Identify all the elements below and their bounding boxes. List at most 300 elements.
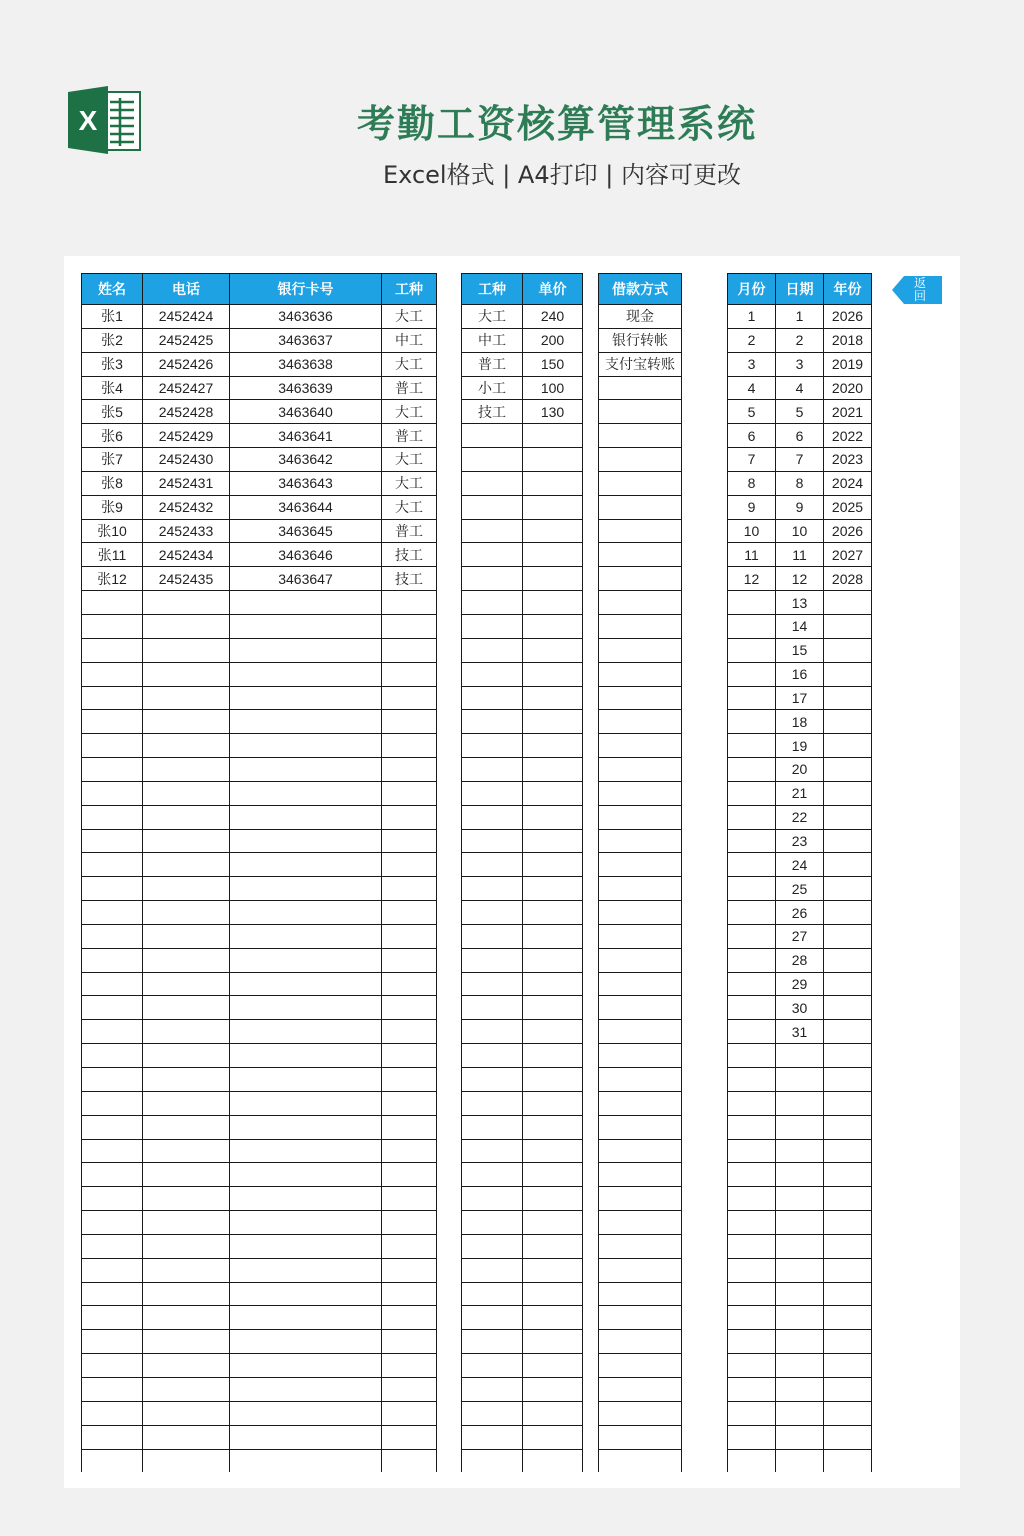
- table-cell[interactable]: [462, 1187, 523, 1211]
- table-cell[interactable]: [728, 972, 776, 996]
- table-cell[interactable]: [824, 1425, 872, 1449]
- table-cell[interactable]: [824, 829, 872, 853]
- table-cell[interactable]: 小工: [462, 376, 523, 400]
- table-cell[interactable]: [462, 1354, 523, 1378]
- table-cell[interactable]: 2452425: [143, 328, 230, 352]
- table-cell[interactable]: [82, 853, 143, 877]
- table-cell[interactable]: [82, 1258, 143, 1282]
- table-cell[interactable]: [728, 805, 776, 829]
- table-cell[interactable]: [143, 1091, 230, 1115]
- table-cell[interactable]: [728, 1115, 776, 1139]
- table-cell[interactable]: [143, 1354, 230, 1378]
- table-cell[interactable]: [382, 781, 437, 805]
- table-cell[interactable]: [143, 1401, 230, 1425]
- table-cell[interactable]: [599, 424, 682, 448]
- table-cell[interactable]: [728, 758, 776, 782]
- table-cell[interactable]: [462, 471, 523, 495]
- table-cell[interactable]: [523, 1044, 583, 1068]
- table-cell[interactable]: [523, 1306, 583, 1330]
- table-cell[interactable]: [599, 543, 682, 567]
- table-cell[interactable]: [143, 1068, 230, 1092]
- table-cell[interactable]: [824, 972, 872, 996]
- table-cell[interactable]: [143, 901, 230, 925]
- table-cell[interactable]: [824, 1187, 872, 1211]
- table-cell[interactable]: [728, 1330, 776, 1354]
- table-cell[interactable]: [382, 1354, 437, 1378]
- table-cell[interactable]: [230, 1234, 382, 1258]
- table-cell[interactable]: [382, 686, 437, 710]
- table-cell[interactable]: [462, 901, 523, 925]
- table-cell[interactable]: 2: [776, 328, 824, 352]
- table-cell[interactable]: [143, 877, 230, 901]
- table-cell[interactable]: [82, 996, 143, 1020]
- table-cell[interactable]: [599, 614, 682, 638]
- table-cell[interactable]: [599, 853, 682, 877]
- table-cell[interactable]: [523, 1401, 583, 1425]
- table-cell[interactable]: [230, 1330, 382, 1354]
- table-cell[interactable]: 2452426: [143, 352, 230, 376]
- table-cell[interactable]: [82, 1401, 143, 1425]
- table-cell[interactable]: 2: [728, 328, 776, 352]
- table-cell[interactable]: [776, 1401, 824, 1425]
- table-cell[interactable]: [523, 1377, 583, 1401]
- table-cell[interactable]: [523, 638, 583, 662]
- table-cell[interactable]: [143, 1163, 230, 1187]
- table-cell[interactable]: 现金: [599, 305, 682, 329]
- table-cell[interactable]: 24: [776, 853, 824, 877]
- table-cell[interactable]: 29: [776, 972, 824, 996]
- table-cell[interactable]: 2025: [824, 495, 872, 519]
- table-cell[interactable]: 4: [728, 376, 776, 400]
- table-cell[interactable]: [82, 805, 143, 829]
- table-cell[interactable]: [599, 1377, 682, 1401]
- table-cell[interactable]: 大工: [382, 305, 437, 329]
- table-cell[interactable]: [523, 1234, 583, 1258]
- table-cell[interactable]: [599, 805, 682, 829]
- table-cell[interactable]: [82, 1068, 143, 1092]
- table-cell[interactable]: [382, 1044, 437, 1068]
- table-cell[interactable]: [230, 638, 382, 662]
- table-cell[interactable]: 大工: [382, 400, 437, 424]
- table-cell[interactable]: [824, 1306, 872, 1330]
- table-cell[interactable]: [143, 924, 230, 948]
- table-cell[interactable]: [523, 734, 583, 758]
- table-cell[interactable]: [462, 1401, 523, 1425]
- table-cell[interactable]: 6: [728, 424, 776, 448]
- table-cell[interactable]: [462, 1234, 523, 1258]
- table-cell[interactable]: 3463645: [230, 519, 382, 543]
- table-cell[interactable]: 3463641: [230, 424, 382, 448]
- table-cell[interactable]: 3463638: [230, 352, 382, 376]
- table-cell[interactable]: [523, 1115, 583, 1139]
- table-cell[interactable]: 3: [776, 352, 824, 376]
- table-cell[interactable]: [143, 1449, 230, 1472]
- table-cell[interactable]: 普工: [382, 424, 437, 448]
- table-cell[interactable]: [728, 948, 776, 972]
- table-cell[interactable]: 张6: [82, 424, 143, 448]
- table-cell[interactable]: 22: [776, 805, 824, 829]
- table-cell[interactable]: 5: [776, 400, 824, 424]
- table-cell[interactable]: 8: [776, 471, 824, 495]
- table-cell[interactable]: 2027: [824, 543, 872, 567]
- table-cell[interactable]: [599, 567, 682, 591]
- table-cell[interactable]: [462, 853, 523, 877]
- table-cell[interactable]: 11: [776, 543, 824, 567]
- table-cell[interactable]: [776, 1306, 824, 1330]
- table-cell[interactable]: [824, 948, 872, 972]
- table-cell[interactable]: [462, 424, 523, 448]
- table-cell[interactable]: [82, 1091, 143, 1115]
- table-cell[interactable]: [599, 686, 682, 710]
- table-cell[interactable]: [82, 1115, 143, 1139]
- table-cell[interactable]: 张2: [82, 328, 143, 352]
- table-cell[interactable]: [599, 1258, 682, 1282]
- table-cell[interactable]: [728, 1377, 776, 1401]
- table-cell[interactable]: [82, 1211, 143, 1235]
- table-cell[interactable]: [230, 1115, 382, 1139]
- table-cell[interactable]: [523, 591, 583, 615]
- table-cell[interactable]: [728, 591, 776, 615]
- table-cell[interactable]: [728, 1258, 776, 1282]
- table-cell[interactable]: [776, 1044, 824, 1068]
- table-cell[interactable]: [523, 877, 583, 901]
- table-cell[interactable]: [599, 877, 682, 901]
- table-cell[interactable]: [382, 1020, 437, 1044]
- table-cell[interactable]: 2452430: [143, 448, 230, 472]
- table-cell[interactable]: 张1: [82, 305, 143, 329]
- table-cell[interactable]: [462, 1330, 523, 1354]
- table-cell[interactable]: [523, 424, 583, 448]
- table-cell[interactable]: 9: [776, 495, 824, 519]
- table-cell[interactable]: [462, 1163, 523, 1187]
- table-cell[interactable]: [824, 734, 872, 758]
- table-cell[interactable]: [462, 734, 523, 758]
- table-cell[interactable]: 13: [776, 591, 824, 615]
- table-cell[interactable]: [143, 1306, 230, 1330]
- table-cell[interactable]: 23: [776, 829, 824, 853]
- table-cell[interactable]: [776, 1115, 824, 1139]
- table-cell[interactable]: [599, 924, 682, 948]
- table-cell[interactable]: 1: [776, 305, 824, 329]
- table-cell[interactable]: [230, 1401, 382, 1425]
- table-cell[interactable]: [230, 686, 382, 710]
- table-cell[interactable]: 3463642: [230, 448, 382, 472]
- table-cell[interactable]: [599, 662, 682, 686]
- table-cell[interactable]: 中工: [462, 328, 523, 352]
- table-cell[interactable]: [462, 1020, 523, 1044]
- table-cell[interactable]: [382, 1115, 437, 1139]
- table-cell[interactable]: [143, 1377, 230, 1401]
- table-cell[interactable]: 12: [728, 567, 776, 591]
- table-cell[interactable]: [824, 1377, 872, 1401]
- table-cell[interactable]: [82, 1234, 143, 1258]
- table-cell[interactable]: 16: [776, 662, 824, 686]
- table-cell[interactable]: [599, 972, 682, 996]
- table-cell[interactable]: [824, 1139, 872, 1163]
- table-cell[interactable]: 2022: [824, 424, 872, 448]
- table-cell[interactable]: [82, 1330, 143, 1354]
- table-cell[interactable]: [143, 758, 230, 782]
- table-cell[interactable]: [382, 734, 437, 758]
- table-cell[interactable]: [523, 1091, 583, 1115]
- table-cell[interactable]: [382, 614, 437, 638]
- table-cell[interactable]: [824, 805, 872, 829]
- table-cell[interactable]: [599, 1211, 682, 1235]
- table-cell[interactable]: [382, 758, 437, 782]
- table-cell[interactable]: [776, 1377, 824, 1401]
- table-cell[interactable]: [82, 591, 143, 615]
- table-cell[interactable]: [230, 1139, 382, 1163]
- table-cell[interactable]: [143, 948, 230, 972]
- table-cell[interactable]: [462, 996, 523, 1020]
- table-cell[interactable]: [143, 1139, 230, 1163]
- table-cell[interactable]: [143, 1330, 230, 1354]
- table-cell[interactable]: [824, 591, 872, 615]
- table-cell[interactable]: [824, 638, 872, 662]
- table-cell[interactable]: [599, 495, 682, 519]
- table-cell[interactable]: [462, 1449, 523, 1472]
- table-cell[interactable]: 3463647: [230, 567, 382, 591]
- table-cell[interactable]: [824, 1115, 872, 1139]
- table-cell[interactable]: [728, 781, 776, 805]
- table-cell[interactable]: 7: [776, 448, 824, 472]
- table-cell[interactable]: [824, 781, 872, 805]
- table-cell[interactable]: [230, 1187, 382, 1211]
- table-cell[interactable]: [776, 1330, 824, 1354]
- table-cell[interactable]: 中工: [382, 328, 437, 352]
- table-cell[interactable]: [382, 877, 437, 901]
- table-cell[interactable]: [599, 591, 682, 615]
- table-cell[interactable]: [824, 1401, 872, 1425]
- table-cell[interactable]: [382, 1330, 437, 1354]
- table-cell[interactable]: [824, 710, 872, 734]
- table-cell[interactable]: [143, 638, 230, 662]
- table-cell[interactable]: [230, 662, 382, 686]
- table-cell[interactable]: [776, 1425, 824, 1449]
- table-cell[interactable]: 大工: [382, 352, 437, 376]
- table-cell[interactable]: [523, 686, 583, 710]
- table-cell[interactable]: [824, 1044, 872, 1068]
- table-cell[interactable]: [82, 877, 143, 901]
- table-cell[interactable]: 9: [728, 495, 776, 519]
- table-cell[interactable]: [824, 1211, 872, 1235]
- table-cell[interactable]: [824, 901, 872, 925]
- table-cell[interactable]: 3463640: [230, 400, 382, 424]
- table-cell[interactable]: [82, 1306, 143, 1330]
- table-cell[interactable]: [599, 1020, 682, 1044]
- table-cell[interactable]: [776, 1258, 824, 1282]
- table-cell[interactable]: 1: [728, 305, 776, 329]
- table-cell[interactable]: [462, 1282, 523, 1306]
- table-cell[interactable]: [462, 829, 523, 853]
- table-cell[interactable]: [462, 1211, 523, 1235]
- table-cell[interactable]: [728, 1425, 776, 1449]
- table-cell[interactable]: [82, 710, 143, 734]
- table-cell[interactable]: [382, 1091, 437, 1115]
- table-cell[interactable]: 2452429: [143, 424, 230, 448]
- table-cell[interactable]: [728, 662, 776, 686]
- table-cell[interactable]: [230, 710, 382, 734]
- table-cell[interactable]: 2021: [824, 400, 872, 424]
- table-cell[interactable]: 张9: [82, 495, 143, 519]
- table-cell[interactable]: [230, 805, 382, 829]
- table-cell[interactable]: 普工: [382, 376, 437, 400]
- table-cell[interactable]: [462, 543, 523, 567]
- table-cell[interactable]: 3463639: [230, 376, 382, 400]
- table-cell[interactable]: 3463637: [230, 328, 382, 352]
- table-cell[interactable]: 2452424: [143, 305, 230, 329]
- table-cell[interactable]: [82, 1044, 143, 1068]
- table-cell[interactable]: [523, 495, 583, 519]
- table-cell[interactable]: [230, 1425, 382, 1449]
- table-cell[interactable]: [143, 1044, 230, 1068]
- table-cell[interactable]: 11: [728, 543, 776, 567]
- table-cell[interactable]: 2018: [824, 328, 872, 352]
- table-cell[interactable]: [230, 853, 382, 877]
- table-cell[interactable]: [599, 1354, 682, 1378]
- table-cell[interactable]: 张3: [82, 352, 143, 376]
- table-cell[interactable]: [382, 1211, 437, 1235]
- table-cell[interactable]: [824, 1091, 872, 1115]
- table-cell[interactable]: [382, 1187, 437, 1211]
- table-cell[interactable]: [728, 853, 776, 877]
- table-cell[interactable]: [82, 1282, 143, 1306]
- table-cell[interactable]: [728, 638, 776, 662]
- table-cell[interactable]: 150: [523, 352, 583, 376]
- table-cell[interactable]: [462, 924, 523, 948]
- table-cell[interactable]: 技工: [382, 543, 437, 567]
- table-cell[interactable]: 2023: [824, 448, 872, 472]
- table-cell[interactable]: [230, 924, 382, 948]
- table-cell[interactable]: [728, 1354, 776, 1378]
- table-cell[interactable]: [230, 1163, 382, 1187]
- table-cell[interactable]: [462, 448, 523, 472]
- table-cell[interactable]: [523, 1139, 583, 1163]
- table-cell[interactable]: 2026: [824, 519, 872, 543]
- table-cell[interactable]: [462, 1306, 523, 1330]
- table-cell[interactable]: [462, 662, 523, 686]
- table-cell[interactable]: [462, 972, 523, 996]
- table-cell[interactable]: [82, 1139, 143, 1163]
- table-cell[interactable]: [143, 972, 230, 996]
- table-cell[interactable]: 2452428: [143, 400, 230, 424]
- table-cell[interactable]: [382, 853, 437, 877]
- table-cell[interactable]: 大工: [382, 495, 437, 519]
- table-cell[interactable]: [382, 1258, 437, 1282]
- table-cell[interactable]: [382, 1234, 437, 1258]
- table-cell[interactable]: 7: [728, 448, 776, 472]
- table-cell[interactable]: 31: [776, 1020, 824, 1044]
- table-cell[interactable]: [462, 638, 523, 662]
- table-cell[interactable]: 25: [776, 877, 824, 901]
- table-cell[interactable]: [728, 901, 776, 925]
- table-cell[interactable]: [523, 519, 583, 543]
- table-cell[interactable]: [143, 1115, 230, 1139]
- table-cell[interactable]: [230, 781, 382, 805]
- table-cell[interactable]: 2452432: [143, 495, 230, 519]
- table-cell[interactable]: [82, 972, 143, 996]
- table-cell[interactable]: [523, 567, 583, 591]
- table-cell[interactable]: [599, 1068, 682, 1092]
- table-cell[interactable]: [728, 996, 776, 1020]
- table-cell[interactable]: [230, 614, 382, 638]
- return-button[interactable]: [892, 276, 942, 304]
- table-cell[interactable]: [599, 376, 682, 400]
- table-cell[interactable]: [523, 662, 583, 686]
- table-cell[interactable]: 大工: [462, 305, 523, 329]
- table-cell[interactable]: [382, 901, 437, 925]
- table-cell[interactable]: [82, 781, 143, 805]
- table-cell[interactable]: [728, 1401, 776, 1425]
- table-cell[interactable]: [776, 1354, 824, 1378]
- table-cell[interactable]: [523, 543, 583, 567]
- table-cell[interactable]: [230, 1020, 382, 1044]
- table-cell[interactable]: [230, 1282, 382, 1306]
- table-cell[interactable]: [728, 1449, 776, 1472]
- table-cell[interactable]: 支付宝转账: [599, 352, 682, 376]
- table-cell[interactable]: [382, 638, 437, 662]
- table-cell[interactable]: [599, 1234, 682, 1258]
- table-cell[interactable]: [599, 448, 682, 472]
- table-cell[interactable]: [599, 1401, 682, 1425]
- table-cell[interactable]: [599, 1044, 682, 1068]
- table-cell[interactable]: 100: [523, 376, 583, 400]
- table-cell[interactable]: 2024: [824, 471, 872, 495]
- table-cell[interactable]: [523, 1258, 583, 1282]
- table-cell[interactable]: [230, 877, 382, 901]
- table-cell[interactable]: [382, 1282, 437, 1306]
- table-cell[interactable]: [599, 638, 682, 662]
- table-cell[interactable]: 2019: [824, 352, 872, 376]
- table-cell[interactable]: [776, 1187, 824, 1211]
- table-cell[interactable]: [82, 1187, 143, 1211]
- table-cell[interactable]: 12: [776, 567, 824, 591]
- table-cell[interactable]: [462, 591, 523, 615]
- table-cell[interactable]: [824, 1258, 872, 1282]
- table-cell[interactable]: 2452433: [143, 519, 230, 543]
- table-cell[interactable]: [143, 614, 230, 638]
- table-cell[interactable]: [523, 1330, 583, 1354]
- table-cell[interactable]: [776, 1449, 824, 1472]
- table-cell[interactable]: [143, 1020, 230, 1044]
- table-cell[interactable]: [230, 591, 382, 615]
- table-cell[interactable]: 大工: [382, 448, 437, 472]
- table-cell[interactable]: [143, 1234, 230, 1258]
- table-cell[interactable]: [824, 1282, 872, 1306]
- table-cell[interactable]: 张11: [82, 543, 143, 567]
- table-cell[interactable]: 3463644: [230, 495, 382, 519]
- table-cell[interactable]: 2452435: [143, 567, 230, 591]
- table-cell[interactable]: [824, 853, 872, 877]
- table-cell[interactable]: [523, 1449, 583, 1472]
- table-cell[interactable]: [599, 734, 682, 758]
- table-cell[interactable]: [523, 781, 583, 805]
- table-cell[interactable]: 3463643: [230, 471, 382, 495]
- table-cell[interactable]: [824, 1068, 872, 1092]
- table-cell[interactable]: [523, 1282, 583, 1306]
- table-cell[interactable]: [599, 1425, 682, 1449]
- table-cell[interactable]: 200: [523, 328, 583, 352]
- table-cell[interactable]: [230, 734, 382, 758]
- table-cell[interactable]: [728, 686, 776, 710]
- table-cell[interactable]: 3463646: [230, 543, 382, 567]
- table-cell[interactable]: [523, 1425, 583, 1449]
- table-cell[interactable]: 26: [776, 901, 824, 925]
- table-cell[interactable]: [382, 710, 437, 734]
- table-cell[interactable]: [143, 829, 230, 853]
- table-cell[interactable]: [82, 1354, 143, 1378]
- table-cell[interactable]: [728, 829, 776, 853]
